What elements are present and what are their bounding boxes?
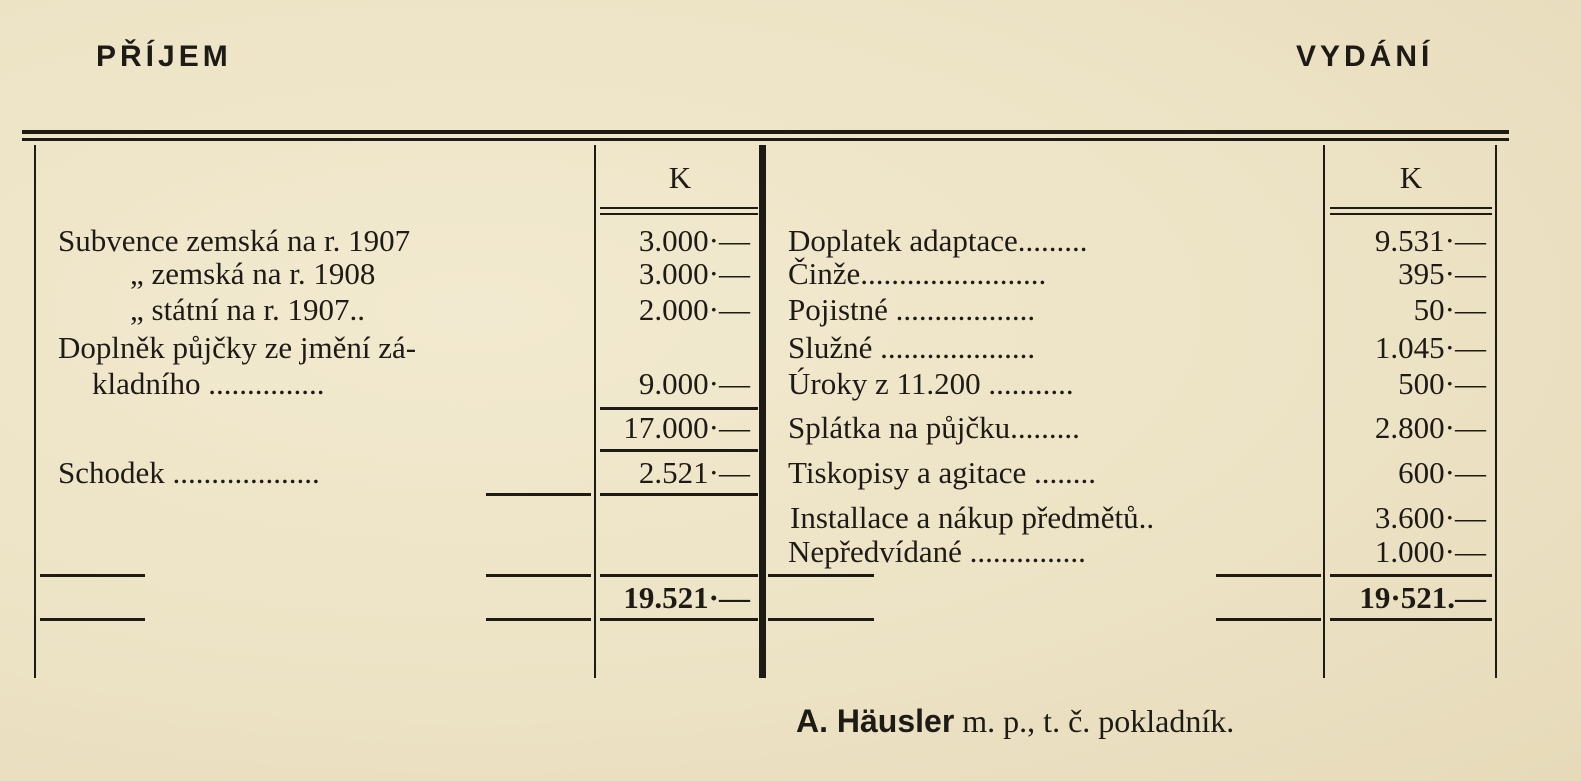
top-rule-2 bbox=[22, 138, 1509, 141]
top-rule bbox=[22, 130, 1509, 134]
income-total: 19.521·— bbox=[623, 580, 750, 615]
expense-label-7: Tiskopisy a agitace ........ bbox=[788, 455, 1096, 490]
expense-amount-8: 3.600·— bbox=[1374, 500, 1486, 535]
expense-total-rule-a bbox=[768, 574, 874, 577]
income-currency: K bbox=[668, 160, 692, 195]
income-total-rule-b bbox=[486, 574, 591, 577]
income-subtotal-rule-2 bbox=[600, 449, 758, 452]
expense-amount-9: 1.000·— bbox=[1374, 534, 1486, 569]
expense-total-rule-c bbox=[1330, 574, 1492, 577]
income-amount-3: 2.000·— bbox=[638, 292, 750, 327]
expense-label-8: Installace a nákup předmětů.. bbox=[790, 500, 1155, 535]
expense-label-6: Splátka na půjčku......... bbox=[788, 410, 1080, 445]
expense-total-rule-b bbox=[1216, 574, 1321, 577]
rule-expense-amount bbox=[1323, 145, 1325, 678]
expense-total: 19·521.— bbox=[1359, 580, 1486, 615]
rule-center bbox=[759, 145, 766, 678]
income-amount-5: 9.000·— bbox=[638, 366, 750, 401]
rule-income-amount bbox=[594, 145, 596, 678]
expense-label-9: Nepředvídané ............... bbox=[788, 534, 1086, 569]
signature-name: A. Häusler bbox=[796, 703, 955, 739]
expense-total-rule-d bbox=[768, 618, 874, 621]
income-total-rule-f bbox=[600, 618, 758, 621]
income-label-2: „ zemská na r. 1908 bbox=[130, 256, 376, 291]
income-amount-1: 3.000·— bbox=[638, 223, 750, 258]
expense-label-2: Činže........................ bbox=[788, 256, 1047, 291]
expense-amount-1: 9.531·— bbox=[1374, 223, 1486, 258]
income-total-rule-e bbox=[486, 618, 591, 621]
income-label-5: kladního ............... bbox=[92, 366, 325, 401]
deficit-amount: 2.521·— bbox=[638, 455, 750, 490]
expense-amount-7: 600·— bbox=[1398, 455, 1486, 490]
income-subtotal: 17.000·— bbox=[623, 410, 750, 445]
income-k-rule-2 bbox=[600, 213, 758, 215]
expense-amount-4: 1.045·— bbox=[1374, 330, 1486, 365]
income-k-rule bbox=[600, 207, 758, 209]
rule-right-edge bbox=[1495, 145, 1497, 678]
income-total-rule-d bbox=[40, 618, 145, 621]
expense-label-5: Úroky z 11.200 ........... bbox=[788, 366, 1074, 401]
rule-left-edge bbox=[34, 145, 36, 678]
expense-label-1: Doplatek adaptace......... bbox=[788, 223, 1088, 258]
signature-title: m. p., t. č. pokladník. bbox=[962, 703, 1235, 739]
expense-total-rule-e bbox=[1216, 618, 1321, 621]
income-total-rule-c bbox=[600, 574, 758, 577]
expense-label-4: Služné .................... bbox=[788, 330, 1036, 365]
income-label-4: Doplněk půjčky ze jmění zá- bbox=[58, 330, 417, 365]
expense-currency: K bbox=[1399, 160, 1423, 195]
expense-amount-6: 2.800·— bbox=[1374, 410, 1486, 445]
expense-k-rule-2 bbox=[1330, 213, 1492, 215]
deficit-rule-b bbox=[600, 493, 758, 496]
expense-amount-2: 395·— bbox=[1398, 256, 1486, 291]
income-total-rule-a bbox=[40, 574, 145, 577]
expense-k-rule bbox=[1330, 207, 1492, 209]
expense-total-rule-f bbox=[1330, 618, 1492, 621]
signature bbox=[796, 703, 1234, 740]
expense-label-3: Pojistné .................. bbox=[788, 292, 1036, 327]
deficit-rule-a bbox=[486, 493, 591, 496]
expense-amount-5: 500·— bbox=[1398, 366, 1486, 401]
deficit-label: Schodek ................... bbox=[58, 455, 320, 490]
income-label-1: Subvence zemská na r. 1907 bbox=[58, 223, 411, 258]
income-label-3: „ státní na r. 1907.. bbox=[130, 292, 366, 327]
expense-header: VYDÁNÍ bbox=[1296, 40, 1434, 73]
income-header: PŘÍJEM bbox=[96, 40, 232, 73]
expense-amount-3: 50·— bbox=[1413, 292, 1486, 327]
income-amount-2: 3.000·— bbox=[638, 256, 750, 291]
